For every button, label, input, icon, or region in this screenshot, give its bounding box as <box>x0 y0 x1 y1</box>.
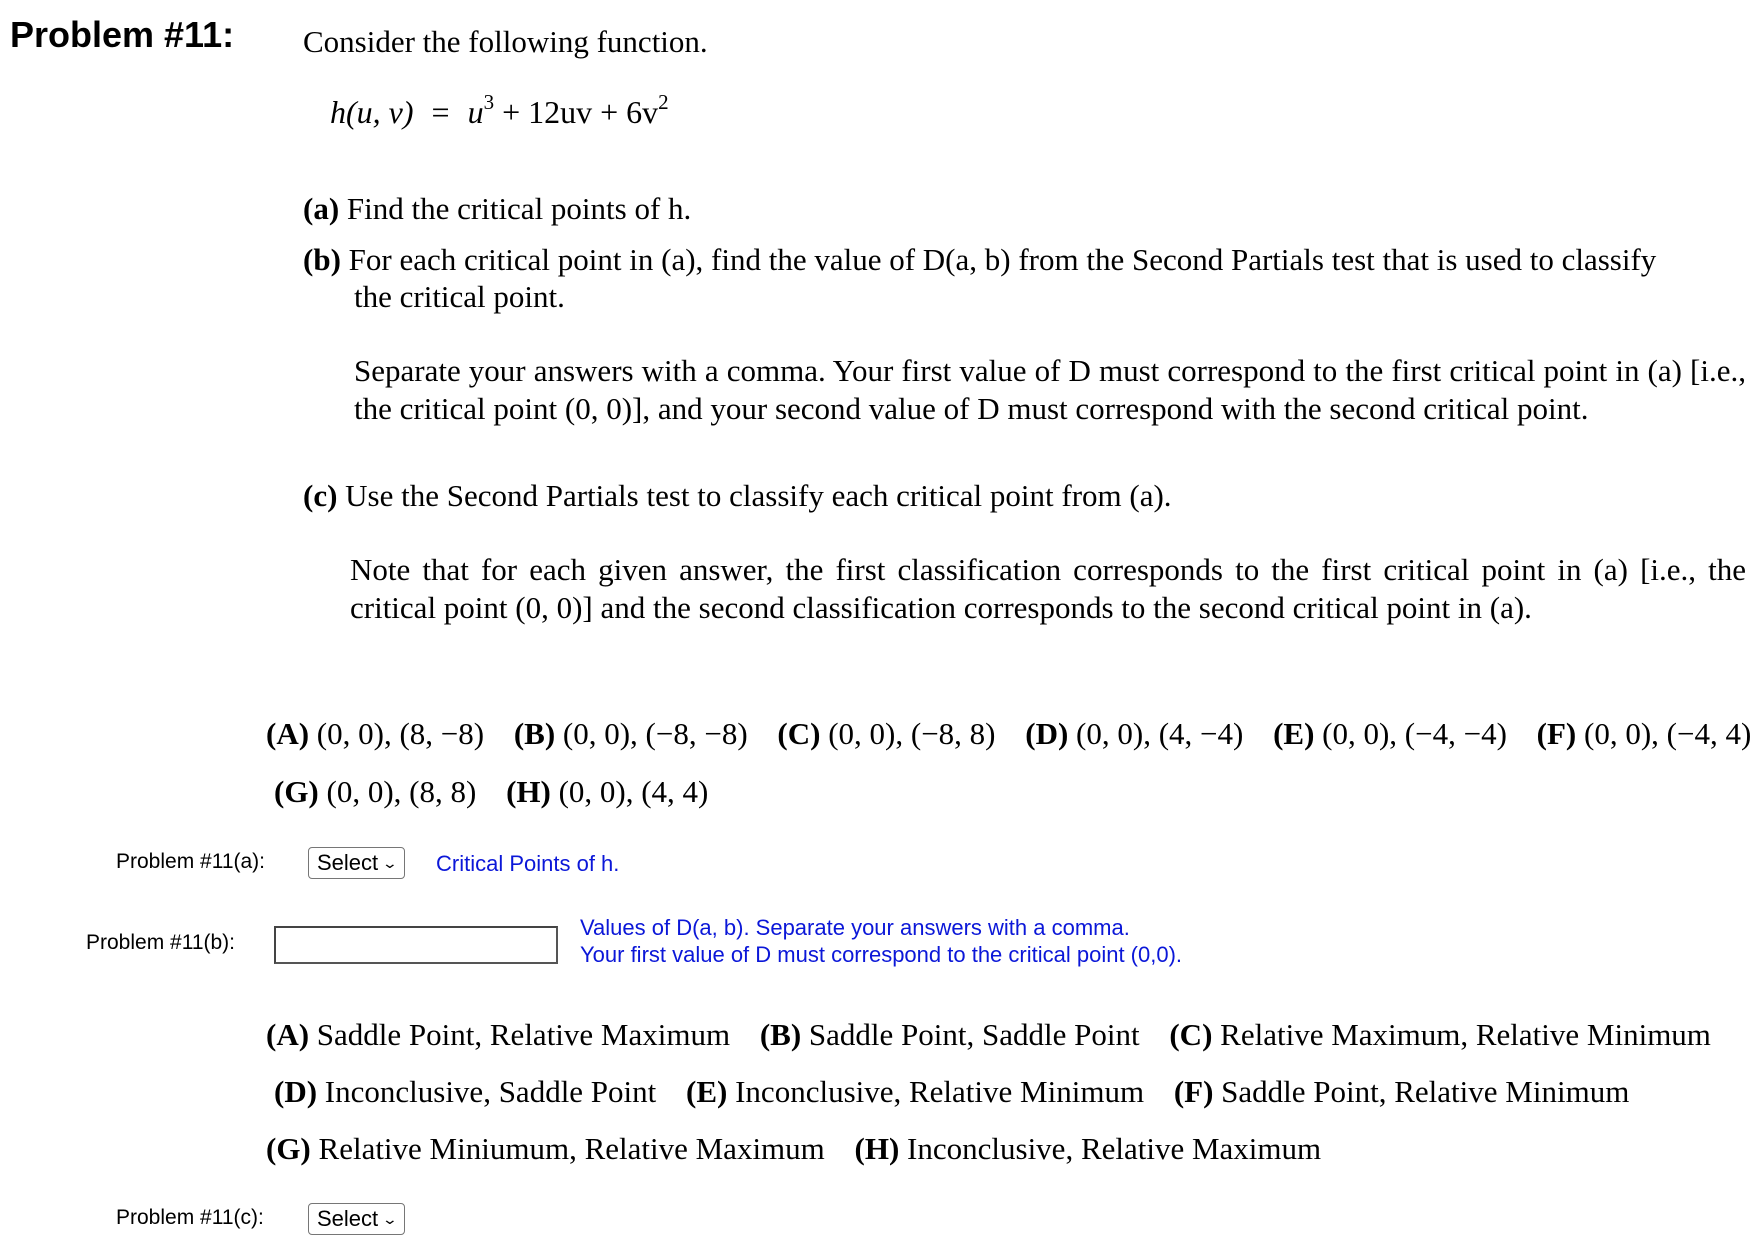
part-a-text: Find the critical points of h. <box>346 191 692 226</box>
choice-letter: (G) <box>274 774 319 809</box>
answer-b-label: Problem #11(b): <box>86 931 236 954</box>
choice-letter: (A) <box>266 1017 310 1052</box>
choice-a-C <box>777 716 995 751</box>
choice-c-C <box>1169 1017 1711 1052</box>
choice-letter: (H) <box>854 1131 900 1166</box>
part-c-text: Use the Second Partials test to classify each critical point from (a). <box>345 478 1172 513</box>
formula-rest: + 12uv + 6v <box>502 94 659 130</box>
choice-a-A <box>266 716 484 751</box>
choice-text: Inconclusive, Saddle Point <box>324 1074 657 1109</box>
answer-c-label: Problem #11(c): <box>116 1206 264 1229</box>
choice-c-E <box>686 1074 1144 1109</box>
choices-c-row2 <box>274 1074 1629 1110</box>
problem-intro: Consider the following function. <box>303 24 708 59</box>
choice-letter: (G) <box>266 1131 311 1166</box>
select-value: Select <box>317 850 379 875</box>
choice-a-E <box>1273 716 1507 751</box>
choice-letter: (C) <box>1169 1017 1213 1052</box>
choice-c-G <box>266 1131 825 1166</box>
part-a <box>303 191 691 227</box>
choice-c-B <box>760 1017 1140 1052</box>
choice-letter: (F) <box>1173 1074 1214 1109</box>
choice-c-F <box>1174 1074 1630 1109</box>
answer-b-hint-line2: Your first value of D must correspond to the critical point (0,0). <box>580 942 1183 967</box>
formula-u: u <box>467 94 484 130</box>
choice-text: Relative Miniumum, Relative Maximum <box>318 1131 825 1166</box>
part-b-label: (b) <box>303 242 341 277</box>
chevron-down-icon: ⌄ <box>381 854 399 871</box>
choices-a-row2 <box>274 774 708 810</box>
choice-letter: (B) <box>759 1017 802 1052</box>
choice-text: (0, 0), (−8, −8) <box>562 716 748 751</box>
choice-letter: (B) <box>513 716 556 751</box>
part-c-note: Note that for each given answer, the first classification corresponds to the first critical point in (a) [i.e., the critical point (0, 0)] and the second classification corresponds to the second critical point in (a). <box>350 552 1746 625</box>
answer-c-select[interactable] <box>308 1203 405 1235</box>
function-formula <box>330 90 669 131</box>
choice-c-H <box>855 1131 1322 1166</box>
select-value: Select <box>317 1206 379 1231</box>
choice-text: (0, 0), (4, 4) <box>558 774 709 809</box>
formula-lhs: h(u, v) <box>330 94 414 130</box>
choice-letter: (H) <box>506 774 551 809</box>
choice-text: (0, 0), (4, −4) <box>1076 716 1244 751</box>
choice-c-D <box>274 1074 656 1109</box>
choice-text: Inconclusive, Relative Minimum <box>735 1074 1145 1109</box>
choice-letter: (D) <box>274 1074 318 1109</box>
choices-c-row1 <box>266 1017 1711 1053</box>
formula-exp3: 3 <box>483 90 495 114</box>
choice-letter: (D) <box>1025 716 1069 751</box>
formula-equals: = <box>431 94 450 130</box>
answer-a-select[interactable] <box>308 847 405 879</box>
part-b-line1: For each critical point in (a), find the value of D(a, b) from the Second Partials test that is used to classify <box>348 242 1657 277</box>
choice-a-B <box>514 716 748 751</box>
choice-a-H <box>506 774 708 809</box>
choice-c-A <box>266 1017 730 1052</box>
choice-text: Saddle Point, Relative Minimum <box>1221 1074 1630 1109</box>
choice-a-G <box>274 774 476 809</box>
part-c <box>303 478 1172 514</box>
choice-a-F <box>1537 716 1752 751</box>
part-a-label: (a) <box>303 191 340 226</box>
choice-letter: (E) <box>686 1074 728 1109</box>
part-b-line2: the critical point. <box>354 279 565 314</box>
formula-exp2: 2 <box>658 90 669 114</box>
answer-b-hint-line1: Values of D(a, b). Separate your answers with a comma. <box>580 915 1130 940</box>
choices-a-row1 <box>266 716 1751 752</box>
part-b-note: Separate your answers with a comma. Your first value of D must correspond to the first critical point in (a) [i.e., the critical point (0, 0)], and your second value of D must correspond with the second critical point. <box>354 353 1746 426</box>
part-c-label: (c) <box>303 478 338 513</box>
answer-b-input[interactable] <box>274 926 558 964</box>
problem-title: Problem #11: <box>10 14 235 55</box>
choice-text: (0, 0), (8, −8) <box>316 716 485 751</box>
choice-text: (0, 0), (−4, 4) <box>1584 716 1752 751</box>
choice-letter: (E) <box>1273 716 1315 751</box>
choice-letter: (F) <box>1536 716 1577 751</box>
chevron-down-icon: ⌄ <box>381 1210 399 1227</box>
choice-text: (0, 0), (−8, 8) <box>828 716 996 751</box>
choice-a-D <box>1025 716 1243 751</box>
choice-letter: (A) <box>266 716 310 751</box>
choice-text: (0, 0), (−4, −4) <box>1322 716 1507 751</box>
choice-letter: (C) <box>777 716 821 751</box>
answer-a-hint: Critical Points of h. <box>436 851 620 876</box>
answer-a-label: Problem #11(a): <box>116 850 266 873</box>
choice-text: Relative Maximum, Relative Minimum <box>1220 1017 1711 1052</box>
choice-text: Saddle Point, Relative Maximum <box>316 1017 731 1052</box>
part-b <box>303 242 1656 278</box>
choice-text: Saddle Point, Saddle Point <box>808 1017 1140 1052</box>
choice-text: Inconclusive, Relative Maximum <box>907 1131 1322 1166</box>
choice-text: (0, 0), (8, 8) <box>326 774 477 809</box>
choices-c-row3 <box>266 1131 1321 1167</box>
